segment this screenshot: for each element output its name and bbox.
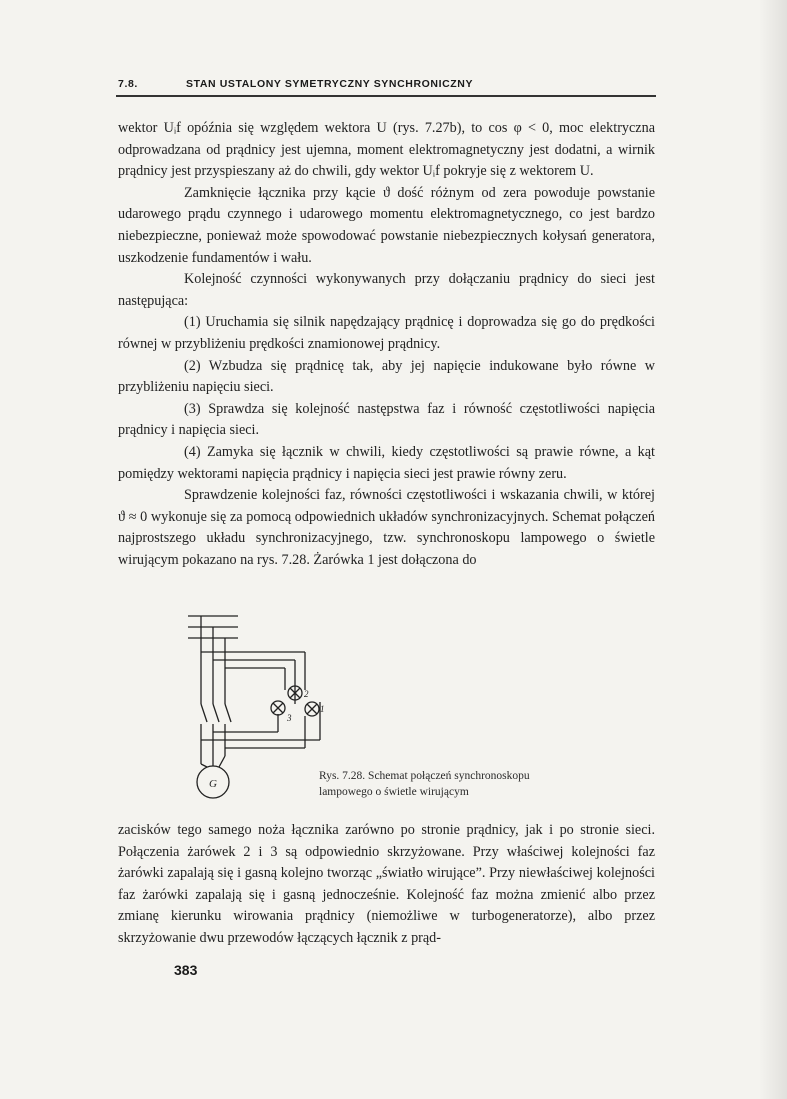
paragraph: zacisków tego samego noża łącznika zarówno po stronie prądnicy, jak i po stronie sieci. Połączenia żarówek 2 i 3 są odpowiednio skrzyżowane. Przy właściwej kolejności faz żarówki zapalają się i gasną kolejno tworząc „światło wirujące”. Przy niewłaściwej kolejności faz żarówki zapalają się i gasną jednocześnie. Kolejność faz można zmienić albo przez zmianę kierunku wirowania prądnicy (niemożliwe w turbogeneratorze), albo przez skrzyżowanie dwu przewodów łączących łącznik z prąd- <box>118 822 655 946</box>
page-number: 383 <box>174 962 198 978</box>
main-text <box>118 118 655 571</box>
generator-label: G <box>209 778 217 790</box>
paragraph: wektor Uᵢf opóźnia się względem wektora U (rys. 7.27b), to cos φ < 0, moc elektryczna odprowadzana od prądnicy jest ujemna, moment elektromagnetyczny jest dodatni, a wirnik prądnicy jest przyspieszany aż do chwili, gdy wektor Uᵢf pokryje się z wektorem U. <box>118 120 655 180</box>
schematic-drawing <box>180 604 330 804</box>
caption-line: lampowego o świetle wirującym <box>319 786 469 798</box>
lamp-label: 1 <box>320 704 325 714</box>
lamp-label: 3 <box>287 713 292 723</box>
phase-wire <box>201 764 207 767</box>
paragraph: Zamknięcie łącznika przy kącie ϑ dość różnym od zera powoduje powstanie udarowego prądu czynnego i udarowego momentu elektromagnetycznego, co jest bardzo niebezpieczne, ponieważ może spowodować powstanie niebezpiecznych kołysań generatora, uszkodzenie fundamentów i wału. <box>118 184 655 266</box>
synchronoscope-schematic <box>180 604 330 804</box>
list-item: (4) Zamyka się łącznik w chwili, kiedy częstotliwości są prawie równe, a kąt pomiędzy wektorami napięcia prądnicy i napięcia sieci jest prawie równy zeru. <box>118 443 655 482</box>
section-title: STAN USTALONY SYMETRYCZNY SYNCHRONICZNY <box>186 78 474 90</box>
lamp-3-icon <box>271 701 285 715</box>
continuation-text <box>118 820 655 950</box>
list-item: (2) Wzbudza się prądnicę tak, aby jej napięcie indukowane było równe w przybliżeniu napięciu sieci. <box>118 357 655 396</box>
paragraph: Sprawdzenie kolejności faz, równości częstotliwości i wskazania chwili, w której ϑ ≈ 0 wykonuje się za pomocą odpowiednich układów synchronizacyjnych. Schemat połączeń najprostszego układu synchronizacyjnego, tzw. synchronoskopu lampowego o świetle wirującym pokazano na rys. 7.28. Żarówka 1 jest dołączona do <box>118 487 655 568</box>
page-spine-shadow <box>759 0 787 1099</box>
list-item: (1) Uruchamia się silnik napędzający prądnicę i doprowadza się go do prędkości równej w przybliżeniu prędkości znamionowej prądnicy. <box>118 314 655 352</box>
caption-line: Rys. 7.28. Schemat połączeń synchronoskopu <box>319 770 530 782</box>
header-rule <box>116 95 656 97</box>
phase-wire <box>219 756 225 767</box>
lamp-label: 2 <box>304 689 309 699</box>
running-header <box>118 78 658 90</box>
lamp-1-icon <box>305 702 319 716</box>
switch-blade <box>225 704 231 722</box>
section-number: 7.8. <box>118 78 138 90</box>
list-item: (3) Sprawdza się kolejność następstwa faz i równość częstotliwości napięcia prądnicy i napięcia sieci. <box>118 400 655 439</box>
paragraph: Kolejność czynności wykonywanych przy dołączaniu prądnicy do sieci jest następująca: <box>118 271 655 309</box>
switch-blade <box>201 704 207 722</box>
figure-caption <box>319 768 579 800</box>
switch-blade <box>213 704 219 722</box>
